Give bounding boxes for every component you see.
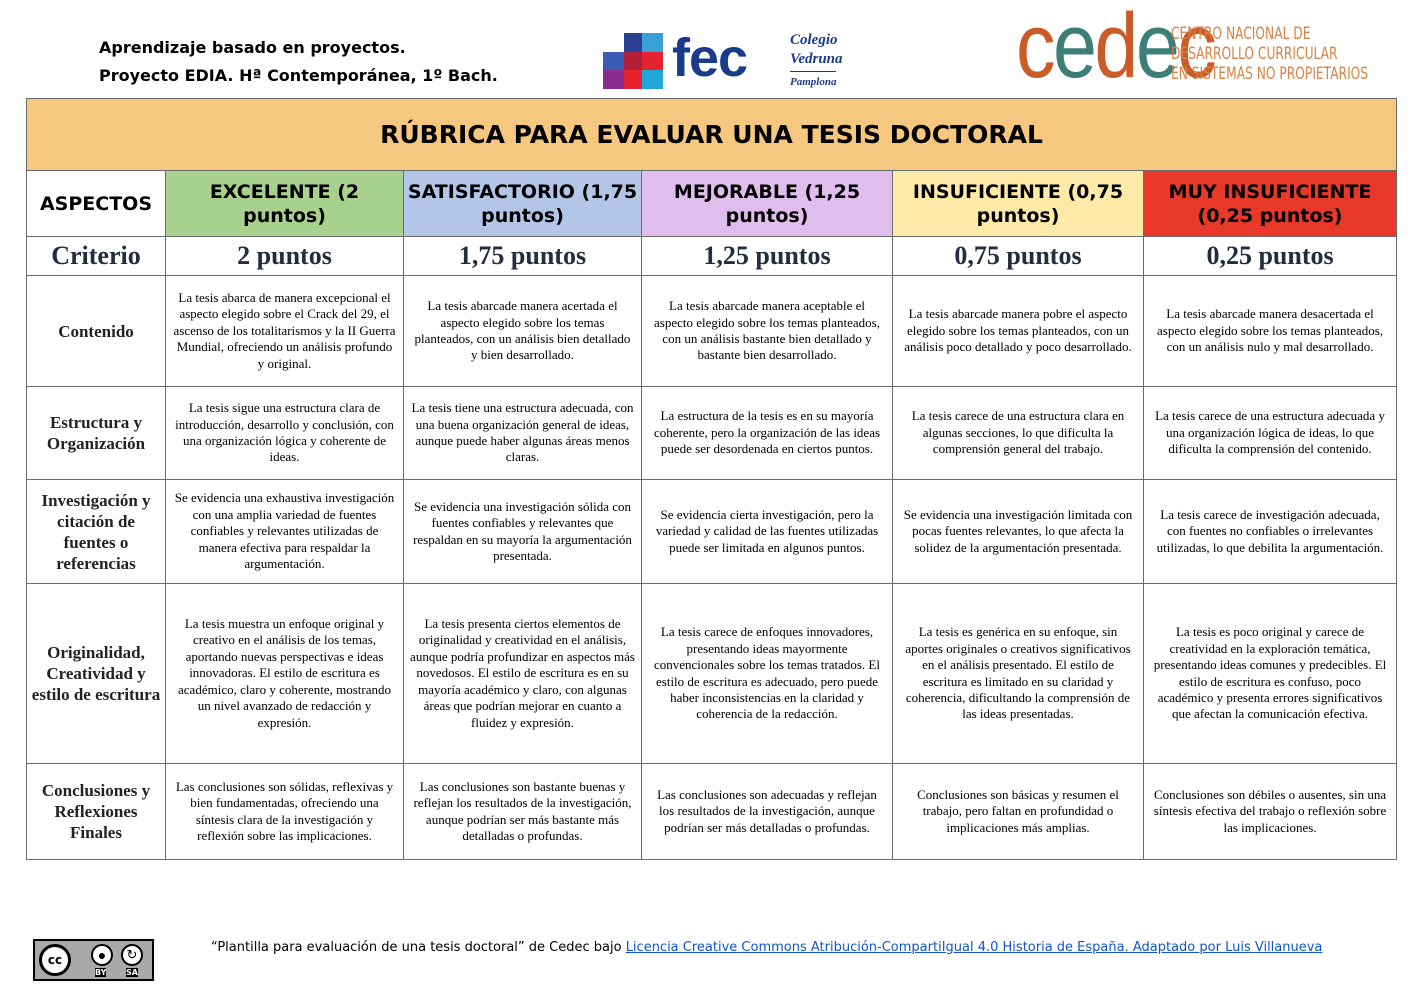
footer-attribution — [211, 939, 1322, 957]
table-cell: Se evidencia una investigación sólida con fuentes confiables y relevantes que respaldan en su mayoría la argumentación presentada. — [404, 480, 642, 584]
vedruna-logo — [790, 31, 843, 92]
table-cell: La tesis carece de una estructura clara en algunas secciones, lo que dificulta la comprensión general del trabajo. — [893, 387, 1144, 480]
table-row — [27, 276, 1397, 387]
points-row — [27, 237, 1397, 276]
table-cell: Las conclusiones son bastante buenas y reflejan los resultados de la investigación, aunque podrían ser más bastante más detalladas o profundas. — [404, 764, 642, 860]
cedec-sub-line-3: EN SISTEMAS NO PROPIETARIOS — [1171, 64, 1369, 84]
criterion-label: Criterio — [27, 237, 166, 276]
points-muy-insuficiente: 0,25 puntos — [1144, 237, 1397, 276]
sa-label: SA — [126, 968, 138, 977]
table-cell: La tesis abarcade manera desacertada el aspecto elegido sobre los temas planteados, con un análisis nulo y mal desarrollado. — [1144, 276, 1397, 387]
table-cell: La estructura de la tesis es en su mayoría coherente, pero la organización de las ideas puede ser desordenada en ciertos puntos. — [642, 387, 893, 480]
points-insuficiente: 0,75 puntos — [893, 237, 1144, 276]
aspects-header: ASPECTOS — [27, 171, 166, 237]
table-cell: La tesis abarcade manera aceptable el aspecto elegido sobre los temas planteados, con un análisis bastante bien detallado y bastante bien desarrollado. — [642, 276, 893, 387]
sa-share-icon: ↻ — [121, 944, 143, 966]
level-header-muy-insuficiente: MUY INSUFICIENTE (0,25 puntos) — [1144, 171, 1397, 237]
vedruna-line-3: Pamplona — [790, 71, 836, 92]
table-cell: La tesis muestra un enfoque original y creativo en el análisis de los temas, aportando nuevas perspectivas e ideas innovadoras. El estilo de escritura es académico, claro y coherente, mostrando un nivel avanzado de redacción y expresión. — [166, 584, 404, 764]
level-header-excelente: EXCELENTE (2 puntos) — [166, 171, 404, 237]
points-mejorable: 1,25 puntos — [642, 237, 893, 276]
table-cell: La tesis abarca de manera excepcional el aspecto elegido sobre el Crack del 29, el ascenso de los totalitarismos y la II Guerra Mundial, ofreciendo un análisis profundo y original. — [166, 276, 404, 387]
level-header-mejorable: MEJORABLE (1,25 puntos) — [642, 171, 893, 237]
fec-cross-logo-icon — [603, 33, 663, 89]
fec-logo-text: fec — [672, 28, 748, 88]
table-cell: La tesis abarcade manera pobre el aspecto elegido sobre los temas planteados, con un análisis poco detallado y poco desarrollado. — [893, 276, 1144, 387]
table-cell: La tesis es poco original y carece de creatividad en la exploración temática, presentando ideas comunes y predecibles. El estilo de escritura es confuso, poco académico y presenta errores significativos que afectan la comunicación efectiva. — [1144, 584, 1397, 764]
table-cell: La tesis sigue una estructura clara de introducción, desarrollo y conclusión, con una organización lógica y coherente de ideas. — [166, 387, 404, 480]
table-cell: Conclusiones son básicas y resumen el trabajo, pero faltan en profundidad o implicaciones más amplias. — [893, 764, 1144, 860]
cc-by-sa-badge-icon — [33, 939, 154, 981]
table-cell: La tesis carece de enfoques innovadores, presentando ideas mayormente convencionales sobre los temas tratados. El estilo de escritura es adecuado, pero puede haber inconsistencias en la claridad y coherencia de la redacción. — [642, 584, 893, 764]
footer-text: “Plantilla para evaluación de una tesis doctoral” de Cedec bajo — [211, 940, 626, 955]
table-row — [27, 584, 1397, 764]
table-row — [27, 387, 1397, 480]
table-row — [27, 764, 1397, 860]
table-cell: La tesis carece de investigación adecuada, con fuentes no confiables o irrelevantes utilizadas, lo que debilita la argumentación. — [1144, 480, 1397, 584]
table-cell: La tesis tiene una estructura adecuada, con una buena organización general de ideas, aunque puede haber algunas áreas menos claras. — [404, 387, 642, 480]
table-cell: Conclusiones son débiles o ausentes, sin una síntesis efectiva del trabajo o reflexión sobre las implicaciones. — [1144, 764, 1397, 860]
table-cell: La tesis presenta ciertos elementos de originalidad y creatividad en el análisis, aunque podría profundizar en aspectos más novedosos. El estilo de escritura es en su mayoría académico y claro, con algunas áreas que podrían mejorar en cuanto a fluidez y expresión. — [404, 584, 642, 764]
table-cell: Se evidencia una exhaustiva investigación con una amplia variedad de fuentes confiables y relevantes utilizadas de manera efectiva para respaldar la argumentación. — [166, 480, 404, 584]
header-line-2: Proyecto EDIA. Hª Contemporánea, 1º Bach. — [99, 66, 498, 85]
criterion-conclusiones: Conclusiones y Reflexiones Finales — [27, 764, 166, 860]
criterion-estructura: Estructura y Organización — [27, 387, 166, 480]
level-header-satisfactorio: SATISFACTORIO (1,75 puntos) — [404, 171, 642, 237]
table-cell: Se evidencia una investigación limitada con pocas fuentes relevantes, lo que afecta la solidez de la argumentación presentada. — [893, 480, 1144, 584]
cedec-subtitle — [1171, 24, 1368, 84]
criterion-originalidad: Originalidad, Creatividad y estilo de escritura — [27, 584, 166, 764]
by-label: BY — [95, 968, 107, 977]
header-text — [99, 34, 498, 90]
table-cell: La tesis abarcade manera acertada el aspecto elegido sobre los temas planteados, con un análisis bien detallado y bien desarrollado. — [404, 276, 642, 387]
vedruna-line-1: Colegio — [790, 32, 838, 48]
table-cell: La tesis carece de una estructura adecuada y una organización lógica de ideas, lo que dificulta la comprensión del contenido. — [1144, 387, 1397, 480]
table-row — [27, 480, 1397, 584]
cedec-sub-line-2: DESARROLLO CURRICULAR — [1171, 44, 1338, 64]
level-header-insuficiente: INSUFICIENTE (0,75 puntos) — [893, 171, 1144, 237]
criterion-investigacion: Investigación y citación de fuentes o referencias — [27, 480, 166, 584]
points-excelente: 2 puntos — [166, 237, 404, 276]
cedec-sub-line-1: CENTRO NACIONAL DE — [1171, 24, 1311, 44]
cc-icon: cc — [39, 944, 71, 976]
by-person-icon: ● — [91, 944, 113, 966]
levels-header-row — [27, 171, 1397, 237]
license-link[interactable]: Licencia Creative Commons Atribución-CompartiIgual 4.0 Historia de España. Adaptado por Luis Villanueva — [625, 940, 1323, 955]
rubric-table — [26, 98, 1397, 860]
header-line-1: Aprendizaje basado en proyectos. — [99, 38, 406, 57]
vedruna-line-2: Vedruna — [790, 51, 843, 67]
cedec-logo: cedec — [1016, 0, 1215, 97]
table-cell: Las conclusiones son sólidas, reflexivas y bien fundamentadas, ofreciendo una síntesis clara de la investigación y reflexión sobre las implicaciones. — [166, 764, 404, 860]
table-cell: Se evidencia cierta investigación, pero la variedad y calidad de las fuentes utilizadas puede ser limitada en algunos puntos. — [642, 480, 893, 584]
rubric-title: RÚBRICA PARA EVALUAR UNA TESIS DOCTORAL — [27, 99, 1397, 171]
table-cell: Las conclusiones son adecuadas y reflejan los resultados de la investigación, aunque podrían ser más detalladas o profundas. — [642, 764, 893, 860]
points-satisfactorio: 1,75 puntos — [404, 237, 642, 276]
criterion-contenido: Contenido — [27, 276, 166, 387]
table-cell: La tesis es genérica en su enfoque, sin aportes originales o creativos significativos en el análisis presentado. El estilo de escritura es limitado en su claridad y coherencia, dificultando la comprensión de las ideas presentadas. — [893, 584, 1144, 764]
